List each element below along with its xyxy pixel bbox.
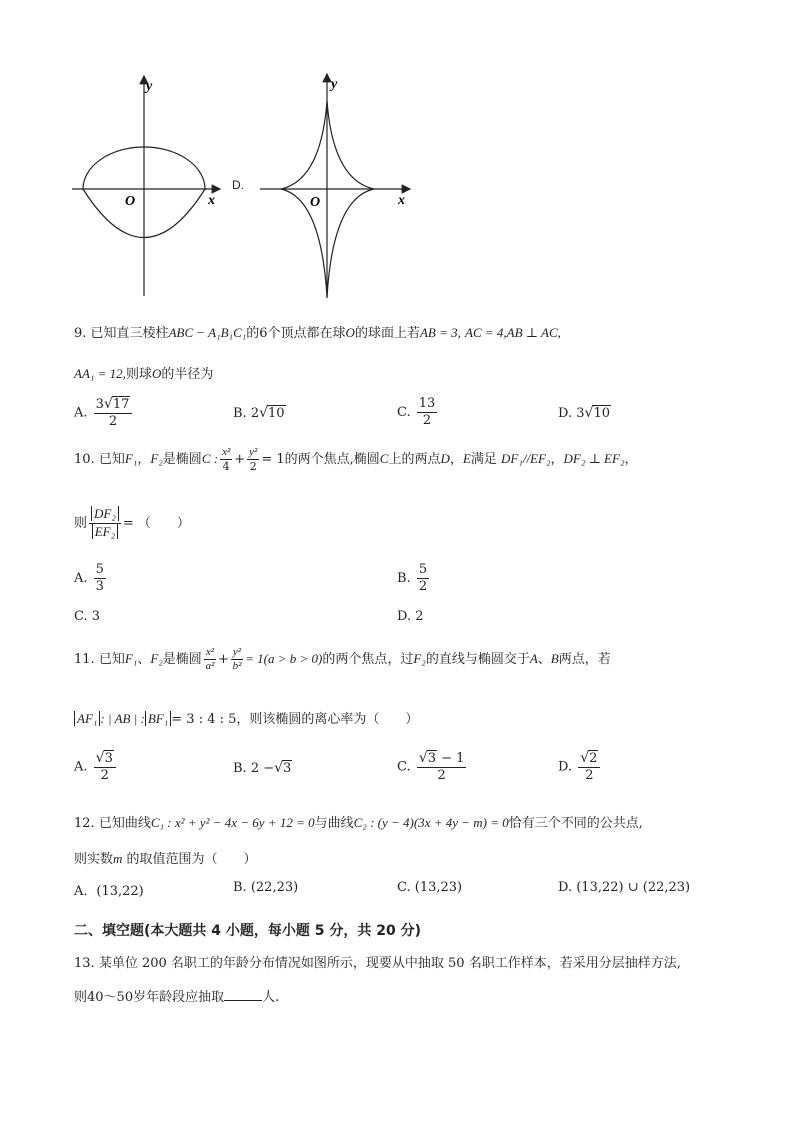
y-axis-label: y: [146, 79, 153, 94]
q10-line2: 则 $\frac{\text{DF₂}}{\text{EF₂}}$ = （ ）: [74, 506, 190, 539]
q9-option-c[interactable]: C. $\frac{13}{2}$: [397, 396, 436, 428]
q11-option-c[interactable]: C. $\frac{√3 - 1}{2}$: [397, 750, 465, 783]
figure-right-astroid: [254, 68, 414, 304]
q9-option-d[interactable]: D. 3√10: [558, 405, 610, 421]
answer-blank[interactable]: [224, 988, 262, 1001]
q9-line2: AA₁ = 12,则球O的半径为: [74, 366, 214, 382]
option-d-figure-label: D.: [232, 178, 244, 192]
y-axis-label: y: [331, 77, 338, 92]
q13-line2: 则40～50岁年龄段应抽取 人.: [74, 990, 280, 1005]
q12-option-c[interactable]: C. (13,23): [397, 880, 463, 895]
x-axis-label: x: [398, 193, 405, 208]
q11-line1: 11. 已知F₁、F₂是椭圆 $\frac{\text{x²}}{\text{a²}}$ + $\frac{\text{y²}}{\text{b²}}$ = 1(a > b > 0)的两个焦点，过F₂的直线与椭圆交于A、B两点，若: [74, 646, 611, 672]
q12-line2: 则实数m 的取值范围为（ ）: [74, 851, 257, 867]
figure-left-ellipse: [66, 68, 238, 304]
q13-line1: 13. 某单位 200 名职工的年龄分布情况如图所示，现要从中抽取 50 名职工作样本，若采用分层抽样方法,: [74, 956, 681, 971]
q10-option-b[interactable]: B. $\frac{5}{2}$: [397, 562, 428, 594]
q10-line1: 10. 已知F₁，F₂是椭圆C : $\frac{\text{x²}}{4}$ + $\frac{\text{y²}}{2}$ = 1的两个焦点,椭圆C上的两点D，E满足 DF₁//EF₂，DF₂ ⊥ EF₂，: [74, 446, 638, 473]
x-axis-label: x: [208, 193, 215, 208]
q11-option-b[interactable]: B. 2 −√3: [233, 760, 292, 776]
q11-option-d[interactable]: D. $\frac{√2}{2}$: [558, 750, 602, 784]
section-heading-fill-in: 二、填空题(本大题共 4 小题，每小题 5 分，共 20 分): [74, 923, 422, 939]
q11-option-a[interactable]: A. $\frac{√3}{2}$: [74, 750, 118, 784]
origin-label: O: [125, 194, 136, 209]
q12-option-a[interactable]: A．(13,22): [74, 884, 144, 899]
q10-option-a[interactable]: A. $\frac{5}{3}$: [74, 562, 104, 594]
q10-option-d[interactable]: D. 2: [397, 609, 424, 624]
q11-line2: AF₁ : | AB | : BF₁ = 3 : 4 : 5，则该椭圆的离心率为（ ）: [74, 708, 418, 727]
origin-label: O: [310, 195, 321, 210]
q12-option-d[interactable]: D. (13,22) ∪ (22,23): [558, 880, 691, 895]
q12-option-b[interactable]: B. (22,23): [233, 880, 299, 895]
q9-option-a[interactable]: A. $\frac{3√17}{2}$: [74, 396, 134, 430]
q10-option-c[interactable]: C. 3: [74, 609, 101, 624]
q12-line1: 12. 已知曲线C₁ : x² + y² − 4x − 6y + 12 = 0与曲线C₂ : (y − 4)(3x + 4y − m) = 0恰有三个不同的公共点,: [74, 815, 643, 831]
q9-line1: 9. 已知直三棱柱ABC − A₁B₁C₁的6个顶点都在球O的球面上若AB = 3, AC = 4,AB ⊥ AC,: [74, 325, 561, 341]
q9-option-b[interactable]: B. 2√10: [233, 405, 285, 421]
